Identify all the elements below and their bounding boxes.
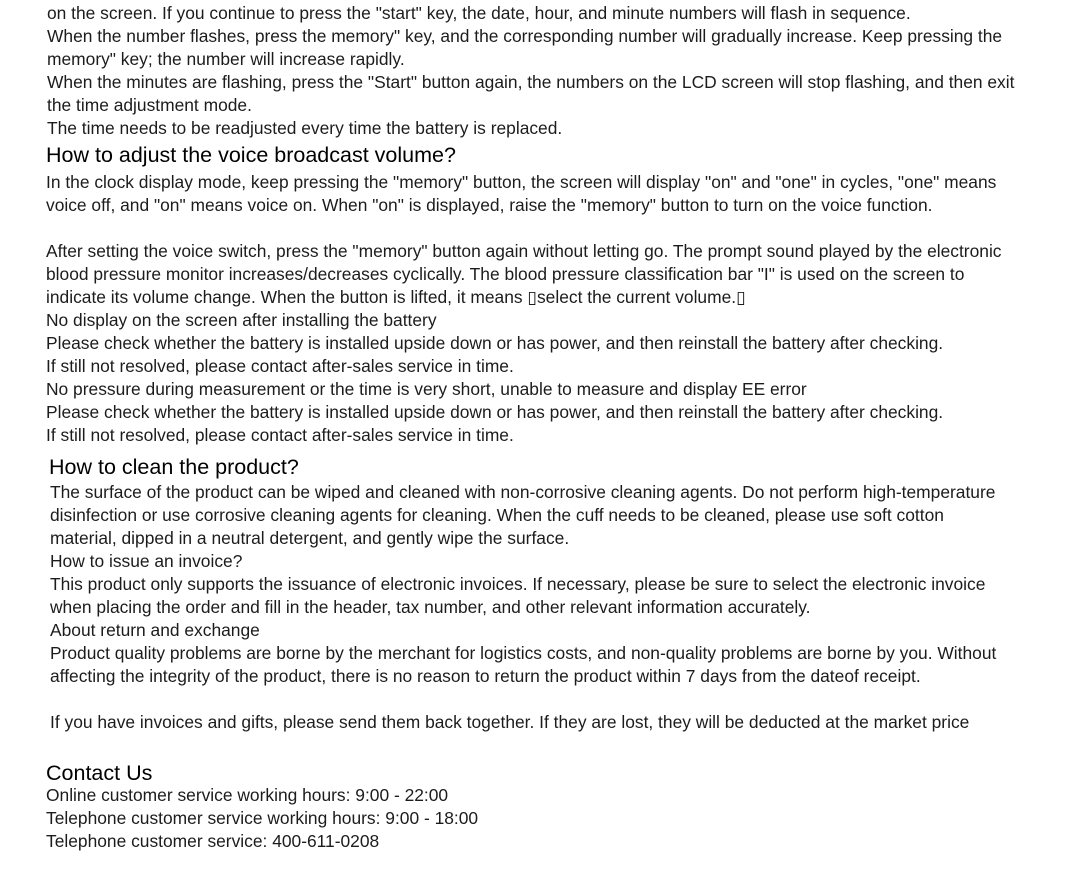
no-display-issue-title: No display on the screen after installing the battery: [46, 310, 437, 330]
no-pressure-issue-title: No pressure during measurement or the time is very short, unable to measure and display EE error: [46, 379, 807, 399]
return-subheading: About return and exchange: [50, 620, 260, 640]
online-service-hours: Online customer service working hours: 9:00 - 22:00: [46, 785, 449, 805]
no-display-issue-solution: Please check whether the battery is installed upside down or has power, and then reinstall the battery after checking. If still not resolved, please contact after-sales service in time.: [46, 333, 944, 376]
telephone-service-number: Telephone customer service: 400-611-0208: [46, 831, 380, 851]
clean-instructions: The surface of the product can be wiped and cleaned with non-corrosive cleaning agents. Do not perform high-temperature disinfection or use corrosive cleaning agents for cleaning. When the cuff needs to be cleaned, please use soft cotton material, dipped in a neutral detergent, and gently wipe the surface.: [50, 482, 996, 548]
time-adjust-memory-text: When the number flashes, press the memory" key, and the corresponding number will gradually increase. Keep pressing the memory" key; the number will increase rapidly.: [47, 26, 1003, 69]
volume-voice-switch-text: In the clock display mode, keep pressing the "memory" button, the screen will display "on" and "one" in cycles, "one" means voice off, and "on" means voice on. When "on" is displayed, raise the "memory" button to turn on the voice function.: [46, 172, 997, 215]
invoice-subheading: How to issue an invoice?: [50, 551, 243, 571]
contact-heading: Contact Us: [46, 761, 153, 785]
volume-adjust-text: After setting the voice switch, press the "memory" button again without letting go. The prompt sound played by the electronic blood pressure monitor increases/decreases cyclically. The blood pressure classification bar "I" is used on the screen to indicate its volume change. When the button is lifted, it means ▯select the current volume.▯: [46, 241, 1002, 307]
telephone-service-hours: Telephone customer service working hours: 9:00 - 18:00: [46, 808, 479, 828]
time-adjust-battery-note: The time needs to be readjusted every time the battery is replaced.: [47, 118, 563, 138]
return-policy-text: Product quality problems are borne by the merchant for logistics costs, and non-quality problems are borne by you. Without affecting the integrity of the product, there is no reason to return the product within 7 days from the dateof receipt.: [50, 643, 997, 686]
no-pressure-issue-solution: Please check whether the battery is installed upside down or has power, and then reinstall the battery after checking. If still not resolved, please contact after-sales service in time.: [46, 402, 944, 445]
time-adjust-flash-text: on the screen. If you continue to press the "start" key, the date, hour, and minute numbers will flash in sequence.: [47, 3, 911, 23]
invoice-text: This product only supports the issuance of electronic invoices. If necessary, please be sure to select the electronic invoice when placing the order and fill in the header, tax number, and other relevant information accurately.: [50, 574, 986, 617]
time-adjust-exit-text: When the minutes are flashing, press the "Start" button again, the numbers on the LCD screen will stop flashing, and then exit the time adjustment mode.: [47, 72, 1015, 115]
return-gifts-text: If you have invoices and gifts, please send them back together. If they are lost, they will be deducted at the market price: [50, 712, 970, 732]
volume-heading: How to adjust the voice broadcast volume?: [46, 143, 456, 167]
clean-heading: How to clean the product?: [49, 455, 299, 479]
